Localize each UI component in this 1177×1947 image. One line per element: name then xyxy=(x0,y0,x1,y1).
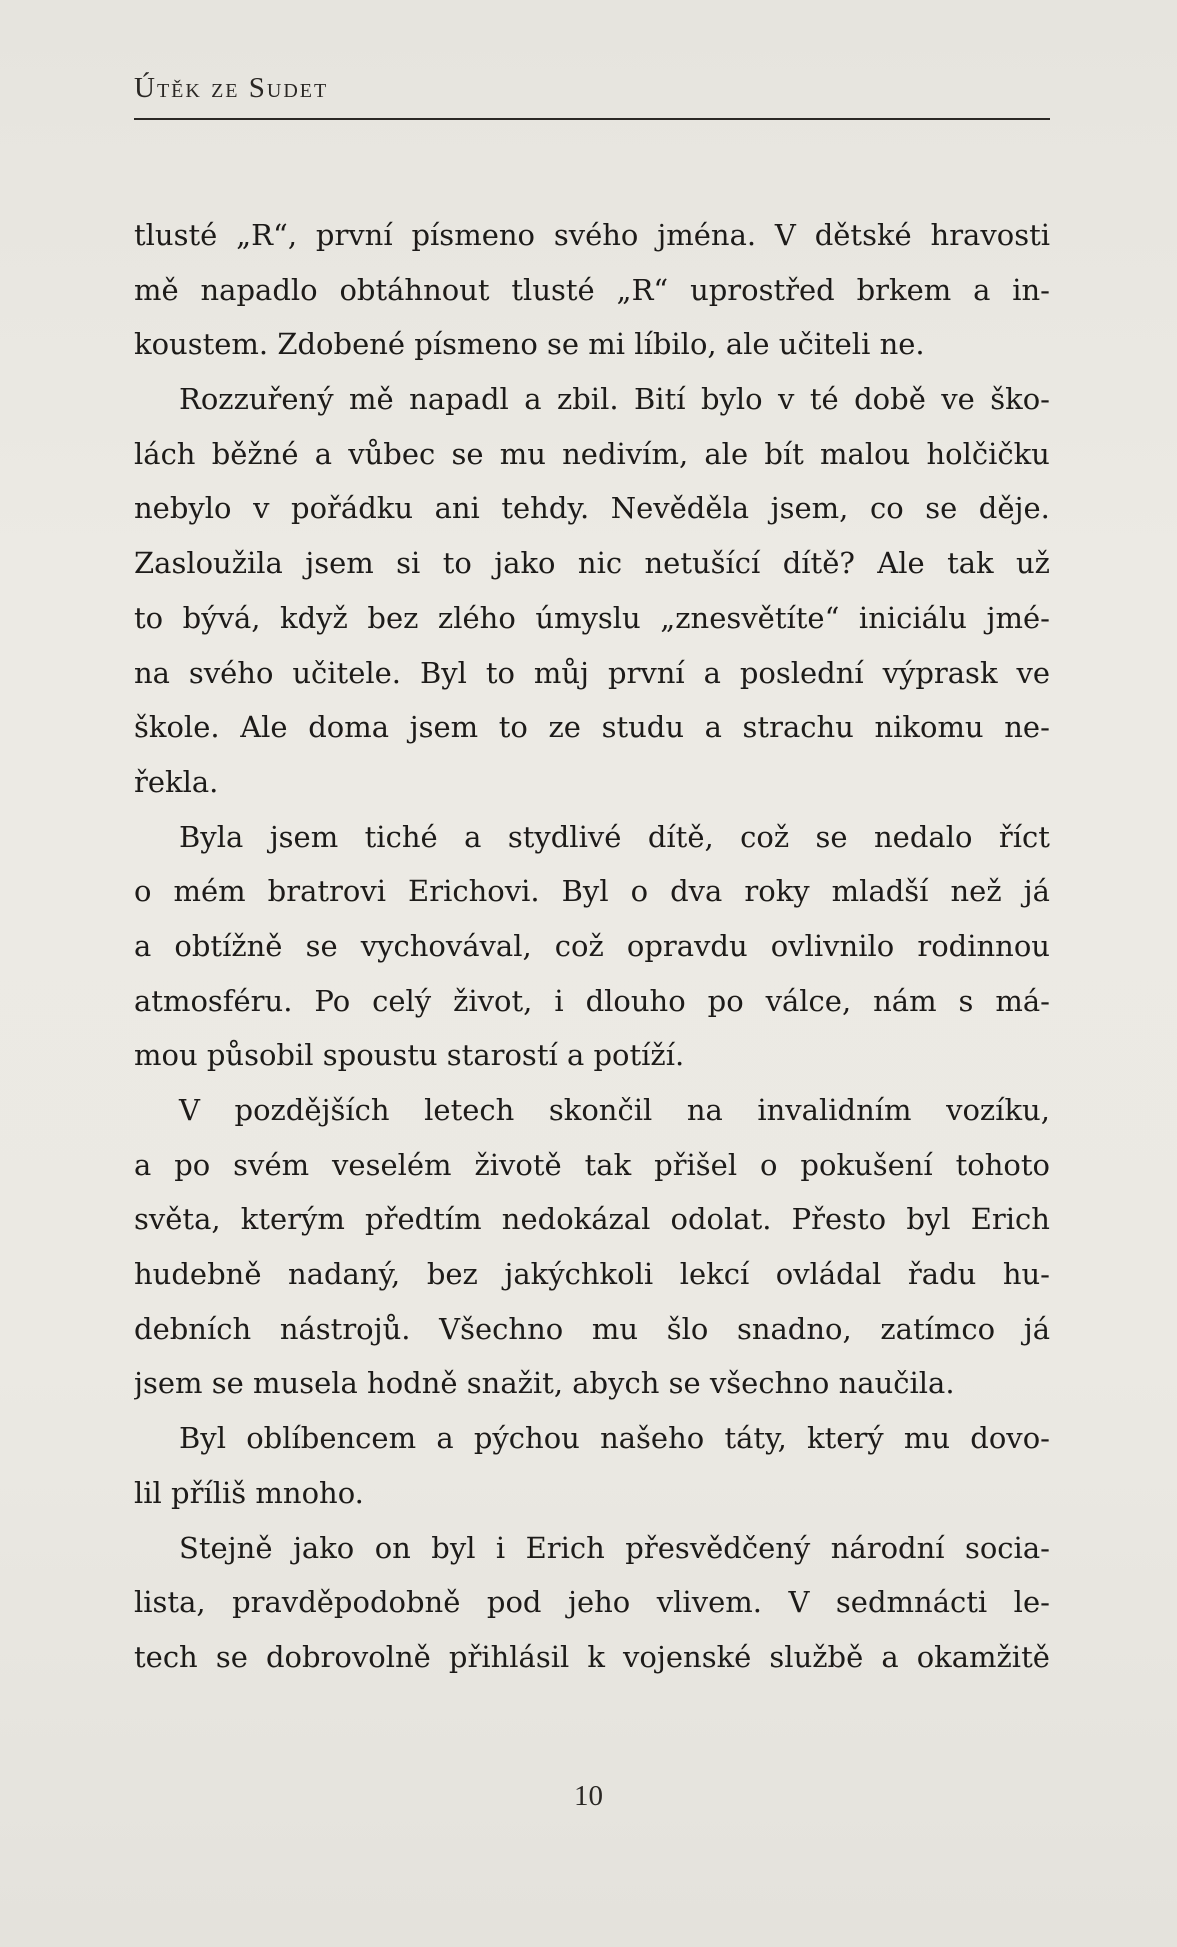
word: národní xyxy=(830,1530,945,1565)
word: pravděpodobně xyxy=(232,1585,461,1620)
word: jsem xyxy=(409,710,479,745)
word: „R“ xyxy=(616,272,669,307)
word: hravosti xyxy=(930,218,1050,252)
word: stydlivé xyxy=(507,819,622,854)
word: nedokázal xyxy=(501,1202,651,1237)
word: Erich xyxy=(970,1202,1050,1237)
text-line xyxy=(134,263,1050,318)
text-line xyxy=(134,208,1050,263)
word: uprostřed xyxy=(690,272,835,307)
word: sedmnácti xyxy=(835,1585,988,1620)
word: s xyxy=(958,983,974,1018)
word: můj xyxy=(533,655,590,690)
word: nebylo xyxy=(134,491,232,526)
word: hudebně xyxy=(134,1257,262,1292)
word: už xyxy=(1015,546,1050,581)
word: Stejně xyxy=(179,1530,273,1565)
text-line xyxy=(134,646,1050,701)
text-line: koustem. Zdobené písmeno se mi líbilo, ale učiteli ne. xyxy=(134,327,925,362)
word: válce, xyxy=(765,983,852,1018)
text-line xyxy=(134,919,1050,974)
word: i xyxy=(495,1530,506,1565)
word: přihlásil xyxy=(448,1639,570,1674)
word: roky xyxy=(744,874,810,909)
word: V xyxy=(774,218,796,252)
word: službě xyxy=(769,1639,864,1674)
word: svého xyxy=(188,655,274,690)
word: studu xyxy=(601,710,685,745)
text-line xyxy=(134,1247,1050,1302)
word: Erichovi. xyxy=(408,874,540,909)
word: o xyxy=(134,874,152,909)
word: mladší xyxy=(831,874,929,909)
word: odolat. xyxy=(670,1202,772,1237)
word: napadl xyxy=(409,382,509,417)
word: hu- xyxy=(1002,1257,1050,1292)
word: učitele. xyxy=(292,655,402,690)
word: tiché xyxy=(364,819,438,854)
word: a xyxy=(703,655,721,690)
word: ve xyxy=(941,382,975,417)
text-line xyxy=(134,1302,1050,1357)
word: život, xyxy=(453,983,533,1018)
word: když xyxy=(280,600,348,635)
word: táty, xyxy=(724,1421,787,1456)
word: atmosféru. xyxy=(134,983,293,1018)
word: jmé- xyxy=(986,600,1050,635)
word: socia- xyxy=(964,1530,1050,1565)
word: předtím xyxy=(365,1202,482,1237)
word: Ale xyxy=(877,546,925,581)
word: opravdu xyxy=(626,928,748,963)
word: mu xyxy=(591,1311,639,1346)
header-rule xyxy=(134,118,1050,120)
word: napadlo xyxy=(200,272,318,307)
word: Byl xyxy=(561,874,609,909)
word: a xyxy=(464,819,482,854)
word: si xyxy=(396,546,421,581)
word: mě xyxy=(134,272,179,307)
word: vlivem. xyxy=(656,1585,762,1620)
word: tohoto xyxy=(955,1147,1050,1182)
word: tak xyxy=(947,546,994,581)
word: a xyxy=(973,272,991,307)
word: dítě? xyxy=(782,546,855,581)
word: snadno, xyxy=(736,1311,852,1346)
word: tech xyxy=(134,1639,198,1674)
text-line xyxy=(134,1192,1050,1247)
running-head: Útěk ze Sudet xyxy=(134,72,329,104)
word: co xyxy=(869,491,904,526)
text-line xyxy=(134,591,1050,646)
word: Rozzuřený xyxy=(179,382,334,417)
word: zlého xyxy=(437,600,516,635)
text-line xyxy=(134,481,1050,536)
word: Byl xyxy=(179,1421,226,1456)
word: svém xyxy=(233,1147,310,1182)
text-line xyxy=(134,974,1050,1029)
word: le- xyxy=(1013,1585,1050,1620)
text-line xyxy=(134,864,1050,919)
word: Bití xyxy=(634,382,686,417)
word: rodinnou xyxy=(917,928,1050,963)
word: dva xyxy=(670,874,723,909)
word: mém xyxy=(173,874,246,909)
word: ško- xyxy=(990,382,1050,417)
word: lekcí xyxy=(679,1257,750,1292)
word: ani xyxy=(434,491,480,526)
text-line xyxy=(134,1138,1050,1193)
word: vojenské xyxy=(623,1639,752,1674)
word: to xyxy=(485,655,515,690)
word: bez xyxy=(367,600,419,635)
word: jsem xyxy=(305,546,374,581)
word: v xyxy=(253,491,270,526)
word: Přesto xyxy=(791,1202,887,1237)
word: nám xyxy=(873,983,937,1018)
word: řadu xyxy=(907,1257,977,1292)
word: dobrovolně xyxy=(265,1639,431,1674)
text-line xyxy=(134,810,1050,865)
word: Ale xyxy=(240,710,288,745)
word: tak xyxy=(584,1147,632,1182)
word: písmeno xyxy=(411,218,535,252)
text-line xyxy=(134,1521,1050,1576)
word: světa, xyxy=(134,1202,221,1237)
word: bratrovi xyxy=(267,874,387,909)
word: pokušení xyxy=(800,1147,933,1182)
word: lista, xyxy=(134,1585,206,1620)
word: na xyxy=(134,655,170,690)
word: letech xyxy=(424,1093,515,1127)
word: což xyxy=(554,928,604,963)
word: nic xyxy=(577,546,623,581)
word: se xyxy=(305,928,338,963)
word: obtáhnout xyxy=(339,272,490,307)
word: okamžitě xyxy=(916,1639,1050,1674)
word: jakýchkoli xyxy=(504,1257,654,1292)
word: přesvědčený xyxy=(625,1530,811,1565)
word: v xyxy=(778,382,795,417)
word: lách xyxy=(134,436,196,471)
word: jsem xyxy=(269,819,339,854)
word: té xyxy=(809,382,839,417)
word: V xyxy=(179,1093,200,1127)
word: holčičku xyxy=(926,436,1050,471)
word: a xyxy=(134,928,152,963)
word: našeho xyxy=(600,1421,705,1456)
word: děje. xyxy=(978,491,1050,526)
word: nástrojů. xyxy=(279,1311,411,1346)
word: svého xyxy=(553,218,639,252)
word: tehdy. xyxy=(501,491,590,526)
word: ale xyxy=(704,436,749,471)
word: brkem xyxy=(856,272,952,307)
word: to xyxy=(134,600,164,635)
word: byl xyxy=(906,1202,951,1237)
word: Byl xyxy=(419,655,467,690)
word: se xyxy=(815,819,848,854)
word: pýchou xyxy=(473,1421,580,1456)
word: Nevěděla xyxy=(610,491,750,526)
word: ovlivnilo xyxy=(770,928,895,963)
word: tlusté xyxy=(511,272,595,307)
word: a xyxy=(314,436,333,471)
word: kterým xyxy=(240,1202,345,1237)
word: celý xyxy=(372,983,432,1018)
word: dovo- xyxy=(970,1421,1050,1456)
word: skončil xyxy=(548,1093,653,1127)
word: to xyxy=(498,710,528,745)
word: se xyxy=(215,1639,248,1674)
text-line xyxy=(134,536,1050,591)
word: a xyxy=(436,1421,454,1456)
word: na xyxy=(686,1093,723,1127)
word: nadaný, xyxy=(288,1257,401,1292)
word: běžné xyxy=(211,436,299,471)
word: má- xyxy=(995,983,1050,1018)
word: pozdějších xyxy=(234,1093,390,1127)
word: oblíbencem xyxy=(246,1421,417,1456)
word: pořádku xyxy=(291,491,414,526)
word: Po xyxy=(314,983,351,1018)
text-line xyxy=(134,372,1050,427)
word: bylo xyxy=(700,382,763,417)
word: byl xyxy=(431,1530,476,1565)
word: bez xyxy=(426,1257,478,1292)
word: ve xyxy=(1016,655,1050,690)
word: iniciálu xyxy=(858,600,967,635)
text-line: řekla. xyxy=(134,764,219,799)
word: Erich xyxy=(525,1530,605,1565)
text-line: jsem se musela hodně snažit, abych se všechno naučila. xyxy=(134,1366,955,1401)
word: poslední xyxy=(739,655,864,690)
word: ze xyxy=(548,710,581,745)
text-line: mou působil spoustu starostí a potíží. xyxy=(134,1038,685,1073)
word: škole. xyxy=(134,710,220,745)
word: to xyxy=(442,546,472,581)
word: in- xyxy=(1012,272,1050,307)
word: zatímco xyxy=(880,1311,996,1346)
text-line xyxy=(134,427,1050,482)
word: malou xyxy=(820,436,911,471)
word: já xyxy=(1023,874,1050,909)
word: se xyxy=(925,491,958,526)
word: „znesvětíte“ xyxy=(660,600,840,635)
word: veselém xyxy=(332,1147,452,1182)
word: vozíku, xyxy=(946,1093,1050,1127)
word: Byla xyxy=(179,819,244,854)
word: Zasloužila xyxy=(134,546,283,581)
word: než xyxy=(950,874,1002,909)
word: on xyxy=(374,1530,411,1565)
word: doma xyxy=(308,710,389,745)
word: jeho xyxy=(567,1585,631,1620)
word: jako xyxy=(292,1530,355,1565)
word: a xyxy=(524,382,542,417)
text-line xyxy=(134,1630,1050,1685)
word: nedivím, xyxy=(562,436,689,471)
word: který xyxy=(807,1421,884,1456)
word: době xyxy=(854,382,926,417)
text-line xyxy=(134,1575,1050,1630)
word: tlusté xyxy=(134,218,218,252)
word: což xyxy=(740,819,790,854)
word: první xyxy=(607,655,685,690)
word: nikomu xyxy=(874,710,984,745)
word: se xyxy=(451,436,484,471)
word: o xyxy=(760,1147,778,1182)
body-text xyxy=(134,208,1050,1685)
word: říct xyxy=(998,819,1050,854)
word: netušící xyxy=(644,546,761,581)
word: dětské xyxy=(814,218,912,252)
word: po xyxy=(174,1147,211,1182)
word: jména. xyxy=(657,218,757,252)
word: šlo xyxy=(666,1311,709,1346)
word: já xyxy=(1023,1311,1050,1346)
word: V xyxy=(788,1585,810,1620)
page-number: 10 xyxy=(574,1780,603,1812)
word: dlouho xyxy=(585,983,686,1018)
word: mě xyxy=(349,382,394,417)
word: Všechno xyxy=(439,1311,564,1346)
word: „R“, xyxy=(236,218,298,252)
word: mu xyxy=(499,436,546,471)
text-line xyxy=(134,1083,1050,1138)
text-line xyxy=(134,700,1050,755)
word: nedalo xyxy=(874,819,973,854)
word: a xyxy=(881,1639,899,1674)
word: invalidním xyxy=(757,1093,912,1127)
word: o xyxy=(630,874,649,909)
text-line xyxy=(134,1411,1050,1466)
word: první xyxy=(315,218,393,252)
word: přišel xyxy=(654,1147,738,1182)
word: dítě, xyxy=(647,819,714,854)
word: výprask xyxy=(882,655,998,690)
word: i xyxy=(554,983,564,1018)
word: úmyslu xyxy=(535,600,641,635)
word: k xyxy=(587,1639,605,1674)
word: mu xyxy=(903,1421,951,1456)
word: ovládal xyxy=(775,1257,882,1292)
word: vůbec xyxy=(348,436,436,471)
word: strachu xyxy=(742,710,854,745)
word: jsem, xyxy=(770,491,849,526)
word: bývá, xyxy=(182,600,261,635)
word: bít xyxy=(764,436,804,471)
word: debních xyxy=(134,1311,252,1346)
word: životě xyxy=(474,1147,562,1182)
word: pod xyxy=(486,1585,542,1620)
word: a xyxy=(134,1147,152,1182)
word: po xyxy=(707,983,744,1018)
word: ne- xyxy=(1004,710,1050,745)
word: vychovával, xyxy=(360,928,532,963)
word: obtížně xyxy=(174,928,283,963)
word: a xyxy=(704,710,722,745)
text-line: lil příliš mnoho. xyxy=(134,1475,364,1510)
word: zbil. xyxy=(556,382,619,417)
word: jako xyxy=(494,546,556,581)
